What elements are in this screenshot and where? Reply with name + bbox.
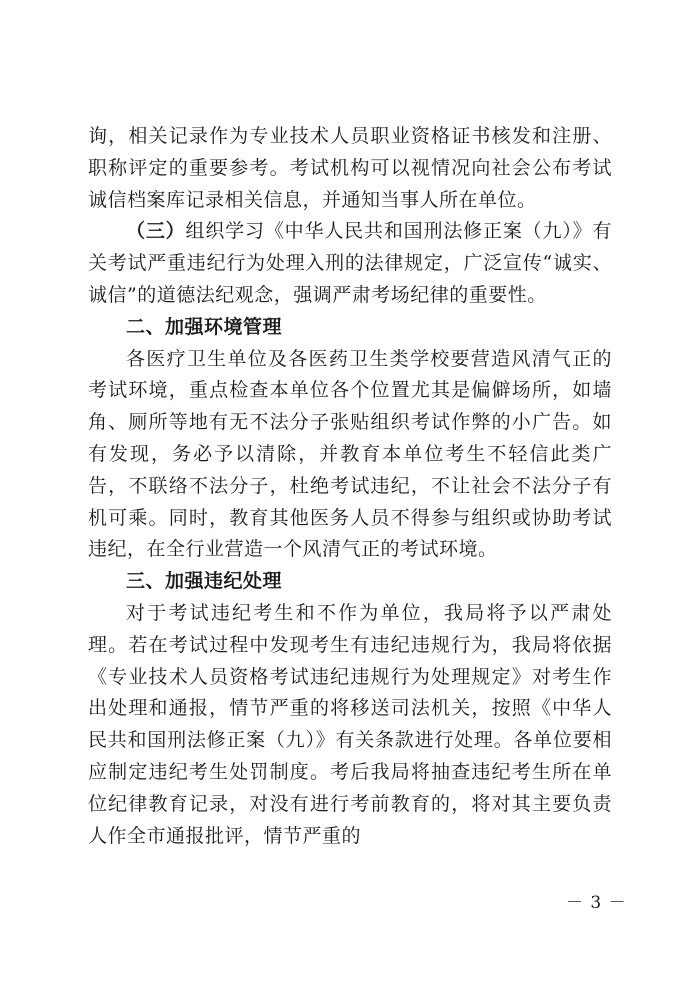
paragraph-discipline: 对于考试违纪考生和不作为单位，我局将予以严肃处理。若在考试过程中发现考生有违纪违规行为，我局将依据《专业技术人员资格考试违纪违规行为处理规定》对考生作出处理和通报，情节严重的将移送司法机关，按照《中华人民共和国刑法修正案（九）》有关条款进行处理。各单位要相应制定违纪考生处罚制度。考后我局将抽查违纪考生所在单位纪律教育记录，对没有进行考前教育的，将对其主要负责人作全市通报批评，情节严重的 bbox=[88, 601, 612, 847]
item-three-marker: （三） bbox=[126, 220, 186, 243]
page-number: － 3 － bbox=[566, 893, 627, 913]
section-heading-discipline: 三、加强违纪处理 bbox=[126, 570, 283, 593]
section-heading-environment: 二、加强环境管理 bbox=[126, 315, 283, 338]
paragraph-item-three bbox=[88, 216, 612, 311]
paragraph-environment: 各医疗卫生单位及各医药卫生类学校要营造风清气正的考试环境，重点检查本单位各个位置尤其是偏僻场所，如墙角、厕所等地有无不法分子张贴组织考试作弊的小广告。如有发现，务必予以清除，并教育本单位考生不轻信此类广告，不联络不法分子，杜绝考试违纪，不让社会不法分子有机可乘。同时，教育其他医务人员不得参与组织或协助考试违纪，在全行业营造一个风清气正的考试环境。 bbox=[88, 347, 612, 561]
item-three-text: 组织学习《中华人民共和国刑法修正案（九）》有关考试严重违纪行为处理入刑的法律规定，广泛宣传“诚实、诚信”的道德法纪观念，强调严肃考场纪律的重要性。 bbox=[88, 220, 612, 306]
document-body bbox=[88, 121, 612, 852]
paragraph-continuation: 询，相关记录作为专业技术人员职业资格证书核发和注册、职称评定的重要参考。考试机构可以视情况向社会公布考试诚信档案库记录相关信息，并通知当事人所在单位。 bbox=[88, 125, 612, 211]
